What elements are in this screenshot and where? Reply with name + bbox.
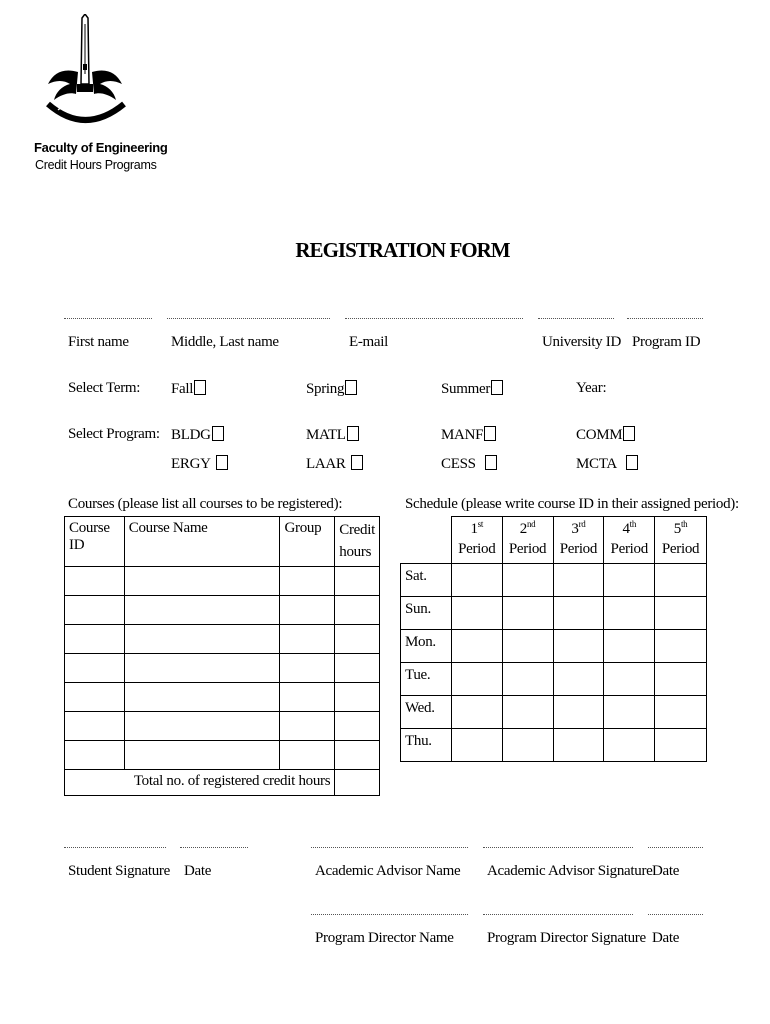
period-5-header [655,517,707,564]
schedule-cell[interactable] [451,728,502,761]
table-row [65,654,380,683]
course-name-cell[interactable] [124,596,280,625]
schedule-cell[interactable] [553,629,604,662]
period-3-label: Period [559,541,598,557]
credit-hours-cell[interactable] [335,567,380,596]
select-term-label: Select Term: [68,380,141,396]
program-comm-option[interactable] [576,426,635,444]
schedule-cell[interactable] [655,629,707,662]
credit-hours-cell[interactable] [335,741,380,770]
period-4-label: Period [610,541,648,557]
program-id-line[interactable] [627,318,703,319]
period-5-number: 5 [673,521,681,537]
student-signature-label: Student Signature [68,863,170,879]
schedule-cell[interactable] [604,596,655,629]
schedule-cell[interactable] [451,695,502,728]
schedule-cell[interactable] [655,695,707,728]
credit-header-line-2: hours [339,544,372,560]
period-4-suffix: th [629,519,637,529]
schedule-cell[interactable] [553,563,604,596]
program-laar-checkbox[interactable] [351,455,363,470]
program-mcta-option[interactable] [576,455,638,473]
program-cess-option[interactable] [441,455,497,473]
term-summer-label: Summer [441,381,491,397]
course-name-cell[interactable] [124,741,280,770]
program-manf-checkbox[interactable] [484,426,496,441]
director-name-line[interactable] [311,914,468,915]
advisor-name-line[interactable] [311,847,468,848]
course-name-cell[interactable] [124,625,280,654]
schedule-cell[interactable] [553,695,604,728]
period-2-header [502,517,553,564]
course-name-cell[interactable] [124,683,280,712]
course-id-cell[interactable] [65,596,125,625]
courses-table [64,516,380,796]
advisor-signature-label: Academic Advisor Signature [487,863,653,879]
schedule-table [400,516,707,762]
program-bldg-label: BLDG [171,427,211,443]
schedule-cell[interactable] [604,728,655,761]
email-label: E-mail [349,334,389,350]
course-name-cell[interactable] [124,712,280,741]
credit-hours-cell[interactable] [335,596,380,625]
middle-last-name-line[interactable] [167,318,330,319]
day-label-wed: Wed. [401,695,452,728]
first-name-label: First name [68,334,129,350]
director-date-label: Date [652,930,680,946]
term-spring-option[interactable] [306,380,357,398]
schedule-cell[interactable] [502,596,553,629]
credit-hours-cell[interactable] [335,712,380,741]
schedule-cell[interactable] [553,728,604,761]
schedule-cell[interactable] [655,728,707,761]
course-id-header [65,517,125,567]
director-date-line[interactable] [648,914,703,915]
course-name-cell[interactable] [124,567,280,596]
student-date-line[interactable] [180,847,248,848]
program-manf-label: MANF [441,427,484,443]
group-cell[interactable] [280,596,335,625]
course-id-cell[interactable] [65,741,125,770]
advisor-date-label: Date [652,863,680,879]
group-header [280,517,335,567]
program-ergy-checkbox[interactable] [216,455,228,470]
day-label-thu: Thu. [401,728,452,761]
director-signature-label: Program Director Signature [487,930,646,946]
program-manf-option[interactable] [441,426,496,444]
group-cell[interactable] [280,741,335,770]
courses-caption: Courses (please list all courses to be registered): [68,496,343,512]
middle-last-name-label: Middle, Last name [171,334,279,350]
program-matl-option[interactable] [306,426,359,444]
course-id-cell[interactable] [65,625,125,654]
term-summer-checkbox[interactable] [491,380,503,395]
program-laar-label: LAAR [306,456,346,472]
total-row [65,770,380,796]
program-comm-checkbox[interactable] [623,426,635,441]
group-cell[interactable] [280,683,335,712]
program-mcta-label: MCTA [576,456,617,472]
schedule-cell[interactable] [604,695,655,728]
director-name-label: Program Director Name [315,930,454,946]
university-id-label: University ID [542,334,622,350]
group-cell[interactable] [280,567,335,596]
courses-header-row [65,517,380,567]
period-1-label: Period [458,541,496,557]
table-row [65,741,380,770]
table-row [401,629,707,662]
schedule-cell[interactable] [655,662,707,695]
advisor-signature-line[interactable] [483,847,633,848]
credit-header-line-1: Credit [339,522,375,538]
table-row [65,712,380,741]
university-id-line[interactable] [538,318,614,319]
schedule-cell[interactable] [502,728,553,761]
period-3-number: 3 [571,521,579,537]
program-subtitle: Credit Hours Programs [35,158,157,172]
advisor-date-line[interactable] [648,847,703,848]
program-laar-option[interactable] [306,455,363,473]
schedule-cell[interactable] [502,563,553,596]
table-row [401,728,707,761]
student-signature-line[interactable] [64,847,166,848]
schedule-cell[interactable] [451,629,502,662]
select-program-label: Select Program: [68,426,160,442]
schedule-cell[interactable] [451,662,502,695]
table-row [401,596,707,629]
program-mcta-checkbox[interactable] [626,455,638,470]
term-summer-option[interactable] [441,380,503,398]
course-id-cell[interactable] [65,567,125,596]
first-name-line[interactable] [64,318,152,319]
program-ergy-option[interactable] [171,455,228,473]
course-id-cell[interactable] [65,654,125,683]
period-3-header [553,517,604,564]
schedule-header-row [401,517,707,564]
program-matl-checkbox[interactable] [347,426,359,441]
credit-hours-cell[interactable] [335,654,380,683]
day-label-tue: Tue. [401,662,452,695]
email-line[interactable] [345,318,523,319]
table-row [401,662,707,695]
total-credit-hours-cell[interactable] [335,770,380,796]
director-signature-line[interactable] [483,914,633,915]
period-4-header [604,517,655,564]
day-label-sun: Sun. [401,596,452,629]
table-row [401,695,707,728]
term-fall-label: Fall [171,381,194,397]
period-3-suffix: rd [578,519,586,529]
term-spring-label: Spring [306,381,345,397]
table-row [65,567,380,596]
total-credit-hours-label [65,770,335,796]
credit-hours-cell[interactable] [335,683,380,712]
schedule-cell[interactable] [553,596,604,629]
course-id-cell[interactable] [65,712,125,741]
schedule-cell[interactable] [451,563,502,596]
period-2-number: 2 [519,521,527,537]
period-5-label: Period [661,541,700,557]
term-fall-checkbox[interactable] [194,380,206,395]
day-label-sat: Sat. [401,563,452,596]
year-label: Year: [576,380,607,396]
course-id-cell[interactable] [65,683,125,712]
period-1-suffix: st [477,519,484,529]
period-1-number: 1 [470,521,478,537]
advisor-name-label: Academic Advisor Name [315,863,461,879]
schedule-cell[interactable] [451,596,502,629]
schedule-cell[interactable] [502,629,553,662]
period-2-suffix: nd [526,519,536,529]
faculty-name: Faculty of Engineering [34,140,168,155]
credit-hours-header [335,517,380,567]
group-cell[interactable] [280,654,335,683]
university-emblem-icon [44,14,136,136]
schedule-corner-cell [401,517,452,564]
credit-hours-cell[interactable] [335,625,380,654]
period-2-label: Period [508,541,547,557]
table-row [65,596,380,625]
program-comm-label: COMM [576,427,623,443]
schedule-cell[interactable] [604,629,655,662]
schedule-cell[interactable] [655,596,707,629]
table-row [65,625,380,654]
course-name-cell[interactable] [124,654,280,683]
period-4-number: 4 [622,521,630,537]
period-1-header [451,517,502,564]
period-5-suffix: th [680,519,688,529]
table-row [401,563,707,596]
course-name-header [124,517,280,567]
schedule-caption: Schedule (please write course ID in their assigned period): [405,496,739,512]
course-id-header-text: Course ID [69,520,110,553]
schedule-cell[interactable] [604,563,655,596]
page-title: REGISTRATION FORM [295,238,510,262]
table-row [65,683,380,712]
group-cell[interactable] [280,625,335,654]
program-bldg-option[interactable] [171,426,224,444]
schedule-cell[interactable] [502,662,553,695]
total-credit-hours-text: Total no. of registered credit hours [133,773,331,789]
group-cell[interactable] [280,712,335,741]
program-cess-checkbox[interactable] [485,455,497,470]
schedule-cell[interactable] [553,662,604,695]
group-header-text: Group [284,520,322,536]
term-fall-option[interactable] [171,380,206,398]
program-ergy-label: ERGY [171,456,211,472]
term-spring-checkbox[interactable] [345,380,357,395]
program-id-label: Program ID [632,334,701,350]
program-bldg-checkbox[interactable] [212,426,224,441]
course-name-header-text: Course Name [128,520,208,536]
schedule-cell[interactable] [604,662,655,695]
day-label-mon: Mon. [401,629,452,662]
schedule-cell[interactable] [502,695,553,728]
student-date-label: Date [184,863,212,879]
schedule-cell[interactable] [655,563,707,596]
program-cess-label: CESS [441,456,476,472]
program-matl-label: MATL [306,427,346,443]
